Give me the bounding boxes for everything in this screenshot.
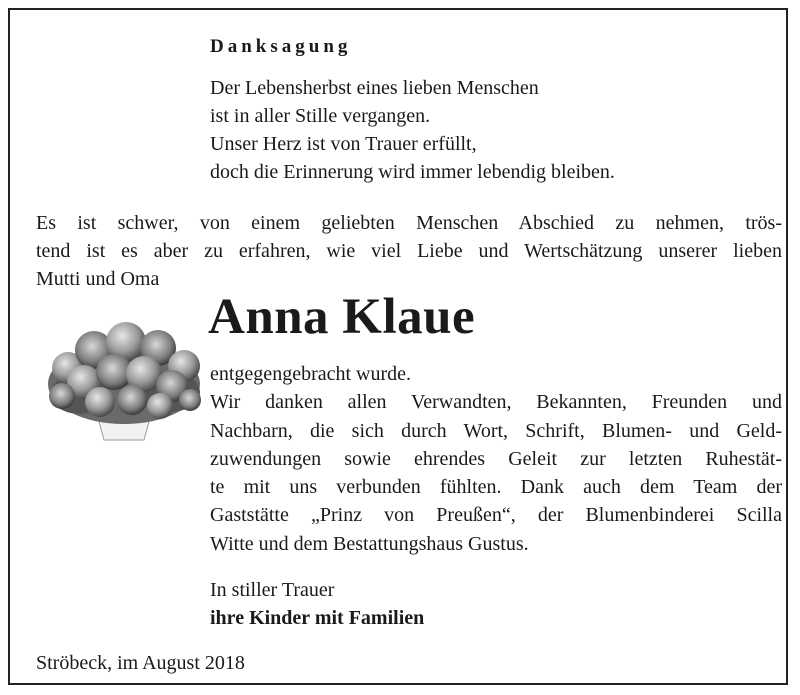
body-line: Wir danken allen Verwandten, Bekannten, Freunden und bbox=[210, 391, 782, 414]
flower-bouquet-icon bbox=[40, 306, 208, 446]
intro-paragraph bbox=[36, 209, 782, 293]
body-line: te mit uns verbunden fühlten. Dank auch dem Team der bbox=[210, 476, 782, 499]
signoff: ihre Kinder mit Familien bbox=[210, 607, 425, 629]
deceased-name: Anna Klaue bbox=[208, 289, 476, 345]
poem-line: Unser Herz ist von Trauer erfüllt, bbox=[210, 133, 477, 155]
thanks-paragraph bbox=[210, 360, 782, 558]
body-line: Witte und dem Bestattungshaus Gustus. bbox=[210, 532, 529, 555]
closing-line: In stiller Trauer bbox=[210, 579, 335, 601]
poem-line: ist in aller Stille vergangen. bbox=[210, 105, 431, 127]
intro-line: Es ist schwer, von einem geliebten Menschen Abschied zu nehmen, trös- bbox=[36, 212, 782, 234]
body-line: Nachbarn, die sich durch Wort, Schrift, Blumen- und Geld- bbox=[210, 419, 782, 442]
notice-heading: Danksagung bbox=[210, 36, 352, 57]
body-line: entgegengebracht wurde. bbox=[210, 363, 412, 385]
memorial-poem bbox=[210, 74, 615, 186]
poem-line: Der Lebensherbst eines lieben Menschen bbox=[210, 77, 539, 99]
poem-line: doch die Erinnerung wird immer lebendig bleiben. bbox=[210, 161, 615, 183]
body-line: zuwendungen sowie ehrendes Geleit zur letzten Ruhestät- bbox=[210, 447, 782, 470]
intro-line: tend ist es aber zu erfahren, wie viel Liebe und Wertschätzung unserer lieben bbox=[36, 240, 782, 262]
intro-line: Mutti und Oma bbox=[36, 268, 160, 290]
body-line: Gaststätte „Prinz von Preußen“, der Blumenbinderei Scilla bbox=[210, 504, 782, 527]
obituary-notice bbox=[8, 8, 788, 685]
closing-block bbox=[210, 576, 424, 632]
place-date: Ströbeck, im August 2018 bbox=[36, 652, 245, 674]
